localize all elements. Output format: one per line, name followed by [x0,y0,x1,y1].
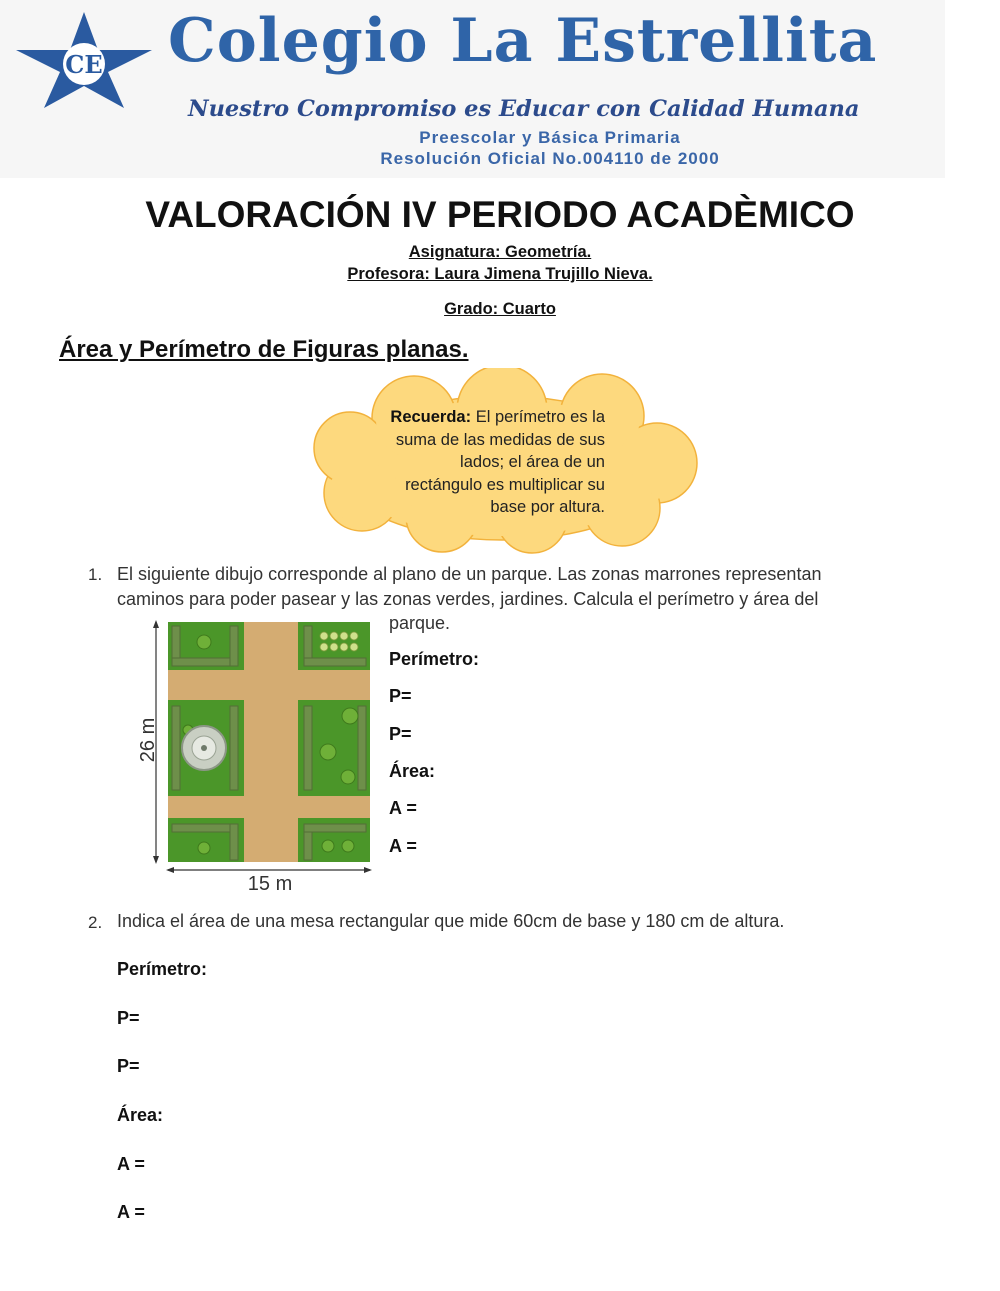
school-levels: Preescolar y Básica Primaria [419,128,681,147]
question-2-number: 2. [88,913,103,932]
school-name: Colegio La Estrellita [168,6,878,76]
park-plan-figure [132,612,377,897]
logo-letters: CE [65,50,103,79]
teacher-line: Profesora: Laura Jimena Trujillo Nieva. [347,265,653,283]
section-title: Área y Perímetro de Figuras planas. [59,336,469,363]
star-logo-icon [14,10,154,110]
q2-area-answer: A = [117,1154,145,1174]
width-label: 15 m [247,873,293,895]
q2-perimeter-label: Perímetro: [117,959,208,979]
q2-perimeter-answer: P= [117,1008,140,1028]
height-label: 26 m [137,717,159,763]
question-1-line: parque. [389,613,451,633]
q1-area-answer: A = [389,798,417,818]
school-header [0,0,945,178]
reminder-text [380,406,605,516]
q1-area-label: Área: [389,761,436,781]
question-1-line: caminos para poder pasear y las zonas verdes, jardines. Calcula el perímetro y área del [117,588,819,609]
question-1-text [117,562,897,611]
grade-line: Grado: Cuarto [444,300,556,318]
question-1-line: El siguiente dibujo corresponde al plano de un parque. Las zonas marrones representan [117,564,822,584]
subject-line: Asignatura: Geometría. [408,243,592,261]
q1-area-answer: A = [389,836,417,856]
reminder-body: El perímetro es la suma de las medidas de sus lados; el área de un rectángulo es multiplicar su base por altura. [395,408,605,516]
q2-area-label: Área: [117,1105,164,1125]
reminder-label: Recuerda: [390,408,472,426]
q2-perimeter-answer: P= [117,1056,140,1076]
q1-perimeter-answer: P= [389,724,412,744]
school-motto: Nuestro Compromiso es Educar con Calidad Humana [188,96,860,122]
question-1-number: 1. [88,565,103,584]
q1-perimeter-answer: P= [389,686,412,706]
question-2-text: Indica el área de una mesa rectangular que mide 60cm de base y 180 cm de altura. [117,911,785,931]
official-resolution: Resolución Oficial No.004110 de 2000 [380,149,720,168]
q1-perimeter-label: Perímetro: [389,649,480,669]
q2-area-answer: A = [117,1202,145,1222]
page-title: VALORACIÓN IV PERIODO ACADÈMICO [145,194,855,235]
park-map [168,622,370,862]
